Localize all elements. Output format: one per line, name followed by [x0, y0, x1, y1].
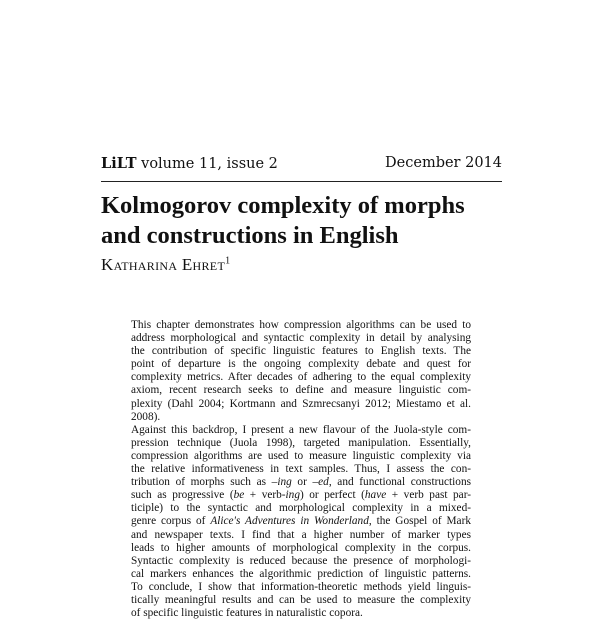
abstract-line: This chapter demonstrates how compression algorithms can be used to [131, 319, 471, 331]
abstract-line: plexity (Dahl 2004; Kortmann and Szmrecsanyi 2012; Miestamo et al. [131, 397, 471, 410]
abstract-line: axiom, recent research seeks to define and measure linguistic com- [131, 384, 471, 397]
abstract-line: complexity metrics. After decades of adhering to the equal complexity [131, 371, 471, 384]
abstract-line: the contribution of specific linguistic features to English texts. The [131, 345, 471, 358]
abstract-line: cal markers enhances the algorithmic prediction of linguistic patterns. [131, 567, 471, 580]
journal-header [101, 155, 502, 172]
abstract-line: the relative informativeness in text samples. Thus, I assess the con- [131, 463, 471, 476]
abstract-line: 2008). [131, 410, 161, 423]
journal-volume [101, 155, 278, 172]
abstract-line: tribution of morphs such as –ing or –ed, and functional constructions [131, 476, 471, 489]
abstract-line: ticiple) to the syntactic and morphological complexity in a mixed- [131, 502, 471, 515]
issue-date: December 2014 [385, 155, 502, 171]
abstract-line: and newspaper texts. I find that a higher number of marker types [131, 528, 471, 541]
abstract-line: tically meaningful results and can be used to measure the complexity [131, 593, 471, 606]
abstract-line: leads to higher amounts of morphological complexity in the corpus. [131, 541, 471, 554]
abstract [131, 319, 471, 620]
abstract-line: To conclude, I show that information-theoretic methods yield linguis- [131, 580, 471, 593]
author [101, 255, 230, 275]
abstract-line: address morphological and syntactic complexity in detail by analysing [131, 332, 471, 345]
abstract-line: compression algorithms are used to measure linguistic complexity via [131, 449, 471, 462]
abstract-line: such as progressive (be + verb-ing) or perfect (have + verb past par- [131, 489, 471, 502]
journal-name: LiLT [101, 155, 137, 172]
volume-issue: volume 11, issue 2 [141, 156, 278, 172]
author-footnote-mark: 1 [225, 255, 231, 267]
abstract-line: pression technique (Juola 1998), targeted manipulation. Essentially, [131, 436, 471, 449]
title-line-2: and constructions in English [101, 222, 399, 249]
title-line-1: Kolmogorov complexity of morphs [101, 192, 465, 219]
paper-title [101, 191, 521, 251]
author-name: Katharina Ehret [101, 255, 226, 274]
header-rule [101, 181, 502, 182]
abstract-line: Syntactic complexity is reduced because the presence of morphologi- [131, 554, 471, 567]
abstract-line: of specific linguistic features in naturalistic copora. [131, 607, 363, 620]
abstract-line: Against this backdrop, I present a new flavour of the Juola-style com- [131, 423, 471, 436]
abstract-line: point of departure is the ongoing complexity debate and quest for [131, 358, 471, 371]
abstract-line: genre corpus of Alice's Adventures in Wonderland, the Gospel of Mark [131, 515, 471, 528]
